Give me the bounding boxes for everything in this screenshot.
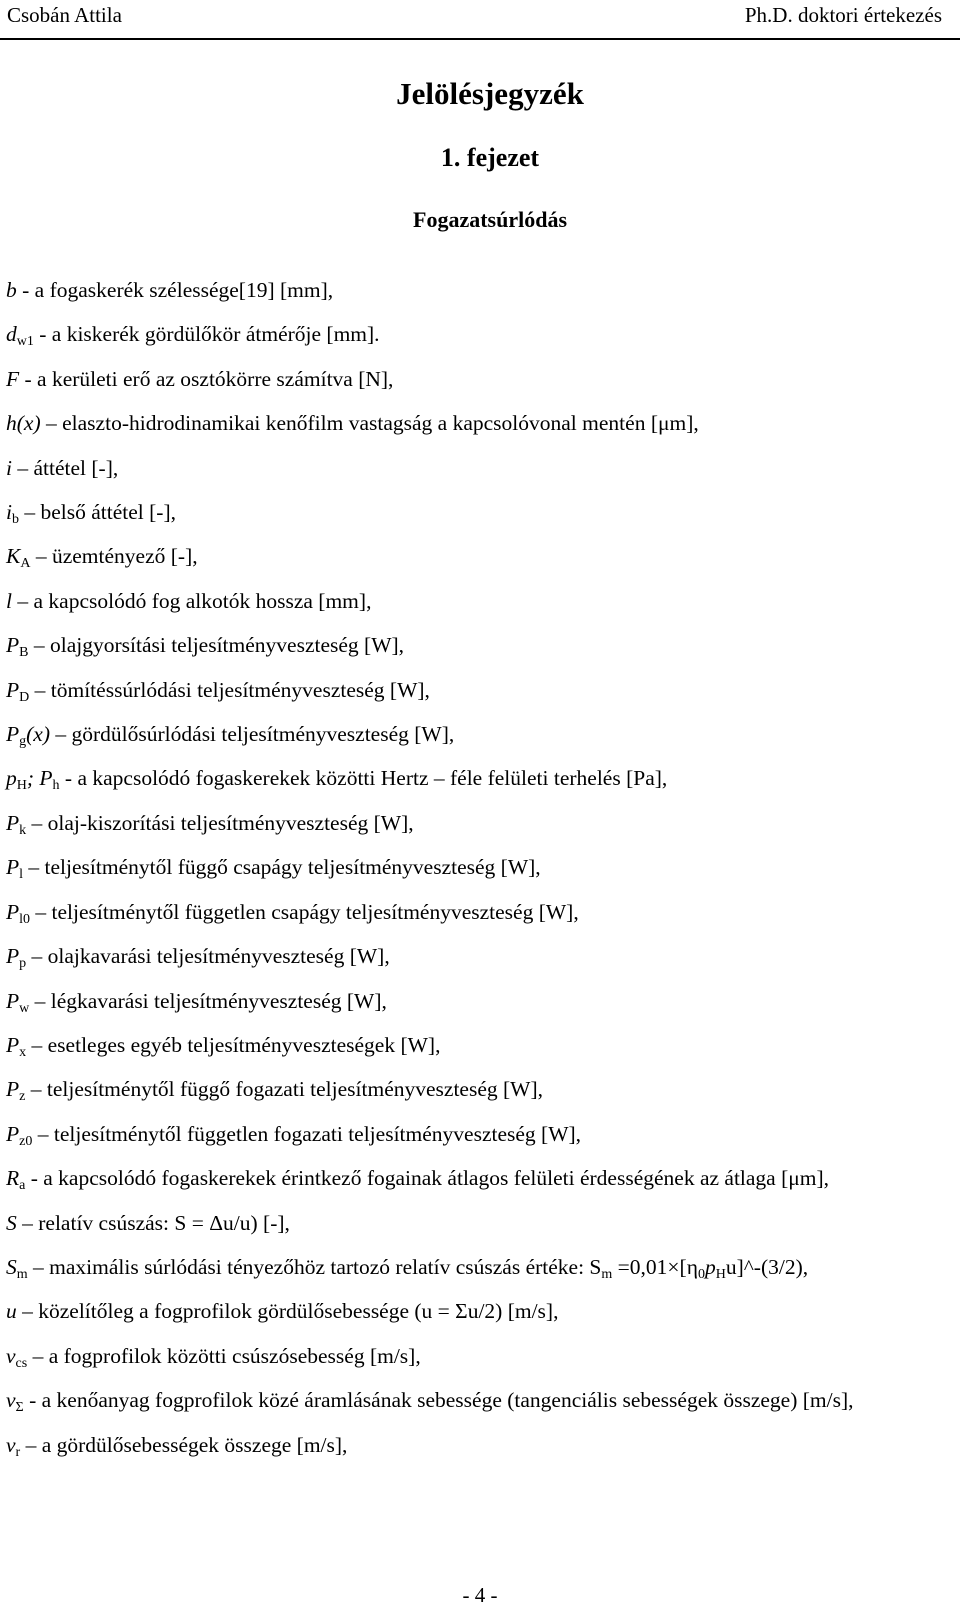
symbol: P: [6, 1032, 20, 1057]
symbol: i: [6, 500, 12, 525]
symbol-subscript: g: [19, 734, 27, 750]
list-item: [6, 623, 924, 667]
symbol: p: [6, 766, 17, 791]
symbol: v: [6, 1432, 16, 1457]
symbol-subscript: x: [19, 1044, 27, 1060]
page-title: Jelölésjegyzék: [396, 76, 584, 111]
symbol-description: - a kenőanyag fogprofilok közé áramlásának sebessége (tangenciális sebességek összege) [m/s],: [23, 1388, 854, 1413]
list-item: [6, 1112, 924, 1156]
list-item: [6, 401, 924, 445]
symbol: P: [6, 1077, 20, 1102]
symbol-subscript: D: [19, 689, 30, 705]
list-item: [6, 268, 924, 312]
list-item: [6, 446, 924, 490]
symbol-subscript: a: [19, 1178, 26, 1194]
symbol: P: [6, 633, 20, 658]
symbol-description: – esetleges egyéb teljesítményveszteségek [W],: [26, 1032, 441, 1057]
symbol-description: – üzemtényező [-],: [30, 544, 198, 569]
symbol: P: [6, 722, 20, 747]
list-item: [6, 1334, 924, 1378]
chapter-title: 1. fejezet: [440, 143, 540, 172]
page-number: - 4 -: [462, 1583, 498, 1607]
symbol-description: – elaszto-hidrodinamikai kenőfilm vastagság a kapcsolóvonal mentén [μm],: [40, 411, 699, 436]
list-item: [6, 579, 924, 623]
list-item: [6, 934, 924, 978]
symbol-description: – közelítőleg a fogprofilok gördülősebessége (u = Σu/2) [m/s],: [16, 1299, 559, 1324]
symbol: P: [6, 810, 20, 835]
symbol: d: [6, 322, 17, 347]
symbol-description: – teljesítménytől független csapágy teljesítményveszteség [W],: [30, 899, 579, 924]
formula-text: u]^-(3/2),: [725, 1254, 809, 1279]
list-item: [6, 1289, 924, 1333]
symbol-description: – a kapcsolódó fog alkotók hossza [mm],: [11, 588, 372, 613]
symbol-subscript: w1: [16, 334, 34, 350]
list-item: [6, 979, 924, 1023]
formula-text: =0,01×[η: [612, 1254, 698, 1279]
symbol-subscript: l: [19, 867, 24, 883]
list-item: [6, 801, 924, 845]
formula-subscript: 0: [697, 1266, 705, 1282]
section-title: Fogazatsúrlódás: [413, 207, 567, 232]
symbol: v: [6, 1343, 16, 1368]
list-item: [6, 490, 924, 534]
symbol-description: – tömítéssúrlódási teljesítményveszteség [W],: [29, 677, 430, 702]
symbol-description: – áttétel [-],: [11, 455, 119, 480]
symbol-subscript: B: [19, 645, 29, 661]
symbol-description: - a kiskerék gördülőkör átmérője [mm].: [33, 322, 380, 347]
symbol-description: – teljesítménytől független fogazati teljesítményveszteség [W],: [32, 1121, 582, 1146]
symbol-description: – teljesítménytől függő csapágy teljesítményveszteség [W],: [23, 855, 541, 880]
list-item: [6, 712, 924, 756]
symbol: S: [6, 1254, 17, 1279]
symbol-description: – belső áttétel [-],: [18, 500, 176, 525]
symbol-description: - a fogaskerék szélessége[19] [mm],: [16, 278, 334, 302]
symbol: P: [6, 988, 20, 1013]
formula-text: p: [704, 1254, 716, 1279]
symbol: b: [6, 278, 17, 302]
symbol: P: [6, 855, 20, 880]
symbol-subscript: h: [52, 778, 60, 794]
list-item: [6, 1156, 924, 1200]
list-item: [6, 845, 924, 889]
list-item: [6, 1245, 924, 1289]
symbol: R: [6, 1166, 20, 1191]
list-item: [6, 1201, 924, 1245]
list-item: [6, 1423, 924, 1467]
symbol: i: [6, 455, 12, 480]
symbol-description: - a kapcsolódó fogaskerekek érintkező fogainak átlagos felületi érdességének az átlaga [μm],: [25, 1166, 830, 1191]
symbol-suffix: ; P: [26, 766, 53, 791]
symbol: P: [6, 677, 20, 702]
list-item: [6, 1023, 924, 1067]
symbol-description: – relatív csúszás: S = Δu/u) [-],: [16, 1210, 290, 1235]
symbol: P: [6, 899, 20, 924]
symbol: l: [6, 588, 12, 613]
symbol-subscript: k: [19, 822, 27, 838]
list-item: [6, 357, 924, 401]
symbol: F: [6, 366, 20, 391]
symbol-description: – gördülősúrlódási teljesítményveszteség [W],: [50, 722, 455, 747]
symbol: u: [6, 1299, 17, 1324]
symbol-description: – a fogprofilok közötti csúszósebesség [m/s],: [27, 1343, 421, 1368]
symbol-description: – olaj-kiszorítási teljesítményveszteség [W],: [26, 810, 414, 835]
symbol-description: – a gördülősebességek összege [m/s],: [20, 1432, 348, 1457]
symbol-subscript: cs: [15, 1355, 28, 1371]
symbol-description: – olajgyorsítási teljesítményveszteség [W],: [28, 633, 405, 658]
symbol-description: - a kerületi erő az osztókörre számítva [N],: [19, 366, 394, 391]
symbol-subscript: w: [19, 1000, 30, 1016]
symbol: S: [6, 1210, 17, 1235]
symbol-subscript: z0: [19, 1133, 33, 1149]
symbol-description: – légkavarási teljesítményveszteség [W],: [29, 988, 387, 1013]
list-item: [6, 534, 924, 578]
list-item: [6, 1378, 924, 1422]
symbol-description: – teljesítménytől függő fogazati teljesítményveszteség [W],: [25, 1077, 543, 1102]
symbol-subscript: z: [19, 1089, 26, 1105]
symbol-subscript: r: [15, 1444, 21, 1460]
list-item: [6, 890, 924, 934]
symbol: K: [6, 544, 21, 569]
symbol: h(x): [6, 411, 41, 436]
symbol-subscript: l0: [19, 911, 31, 927]
header-author: Csobán Attila: [7, 3, 122, 27]
list-item: [6, 668, 924, 712]
symbol-subscript: b: [11, 512, 19, 528]
symbol-list: [6, 268, 924, 1467]
list-item: [6, 756, 924, 800]
symbol-description: – olajkavarási teljesítményveszteség [W],: [26, 944, 390, 969]
symbol-description: – maximális súrlódási tényezőhöz tartozó relatív csúszás értéke: S: [27, 1254, 602, 1279]
symbol-description: - a kapcsolódó fogaskerekek közötti Hertz – féle felületi terhelés [Pa],: [59, 766, 668, 791]
list-item: [6, 1067, 924, 1111]
symbol-subscript: Σ: [15, 1400, 24, 1416]
symbol-suffix: (x): [26, 722, 51, 747]
symbol: P: [6, 1121, 20, 1146]
symbol-subscript: A: [20, 556, 31, 572]
symbol-subscript: H: [16, 778, 27, 794]
formula-subscript: H: [715, 1266, 726, 1282]
list-item: [6, 312, 924, 356]
header-title: Ph.D. doktori értekezés: [744, 3, 942, 27]
symbol: v: [6, 1388, 16, 1413]
page-header: [0, 0, 960, 40]
symbol-subscript: p: [19, 956, 27, 972]
formula-subscript: m: [601, 1266, 613, 1282]
symbol-subscript: m: [16, 1266, 28, 1282]
symbol: P: [6, 944, 20, 969]
